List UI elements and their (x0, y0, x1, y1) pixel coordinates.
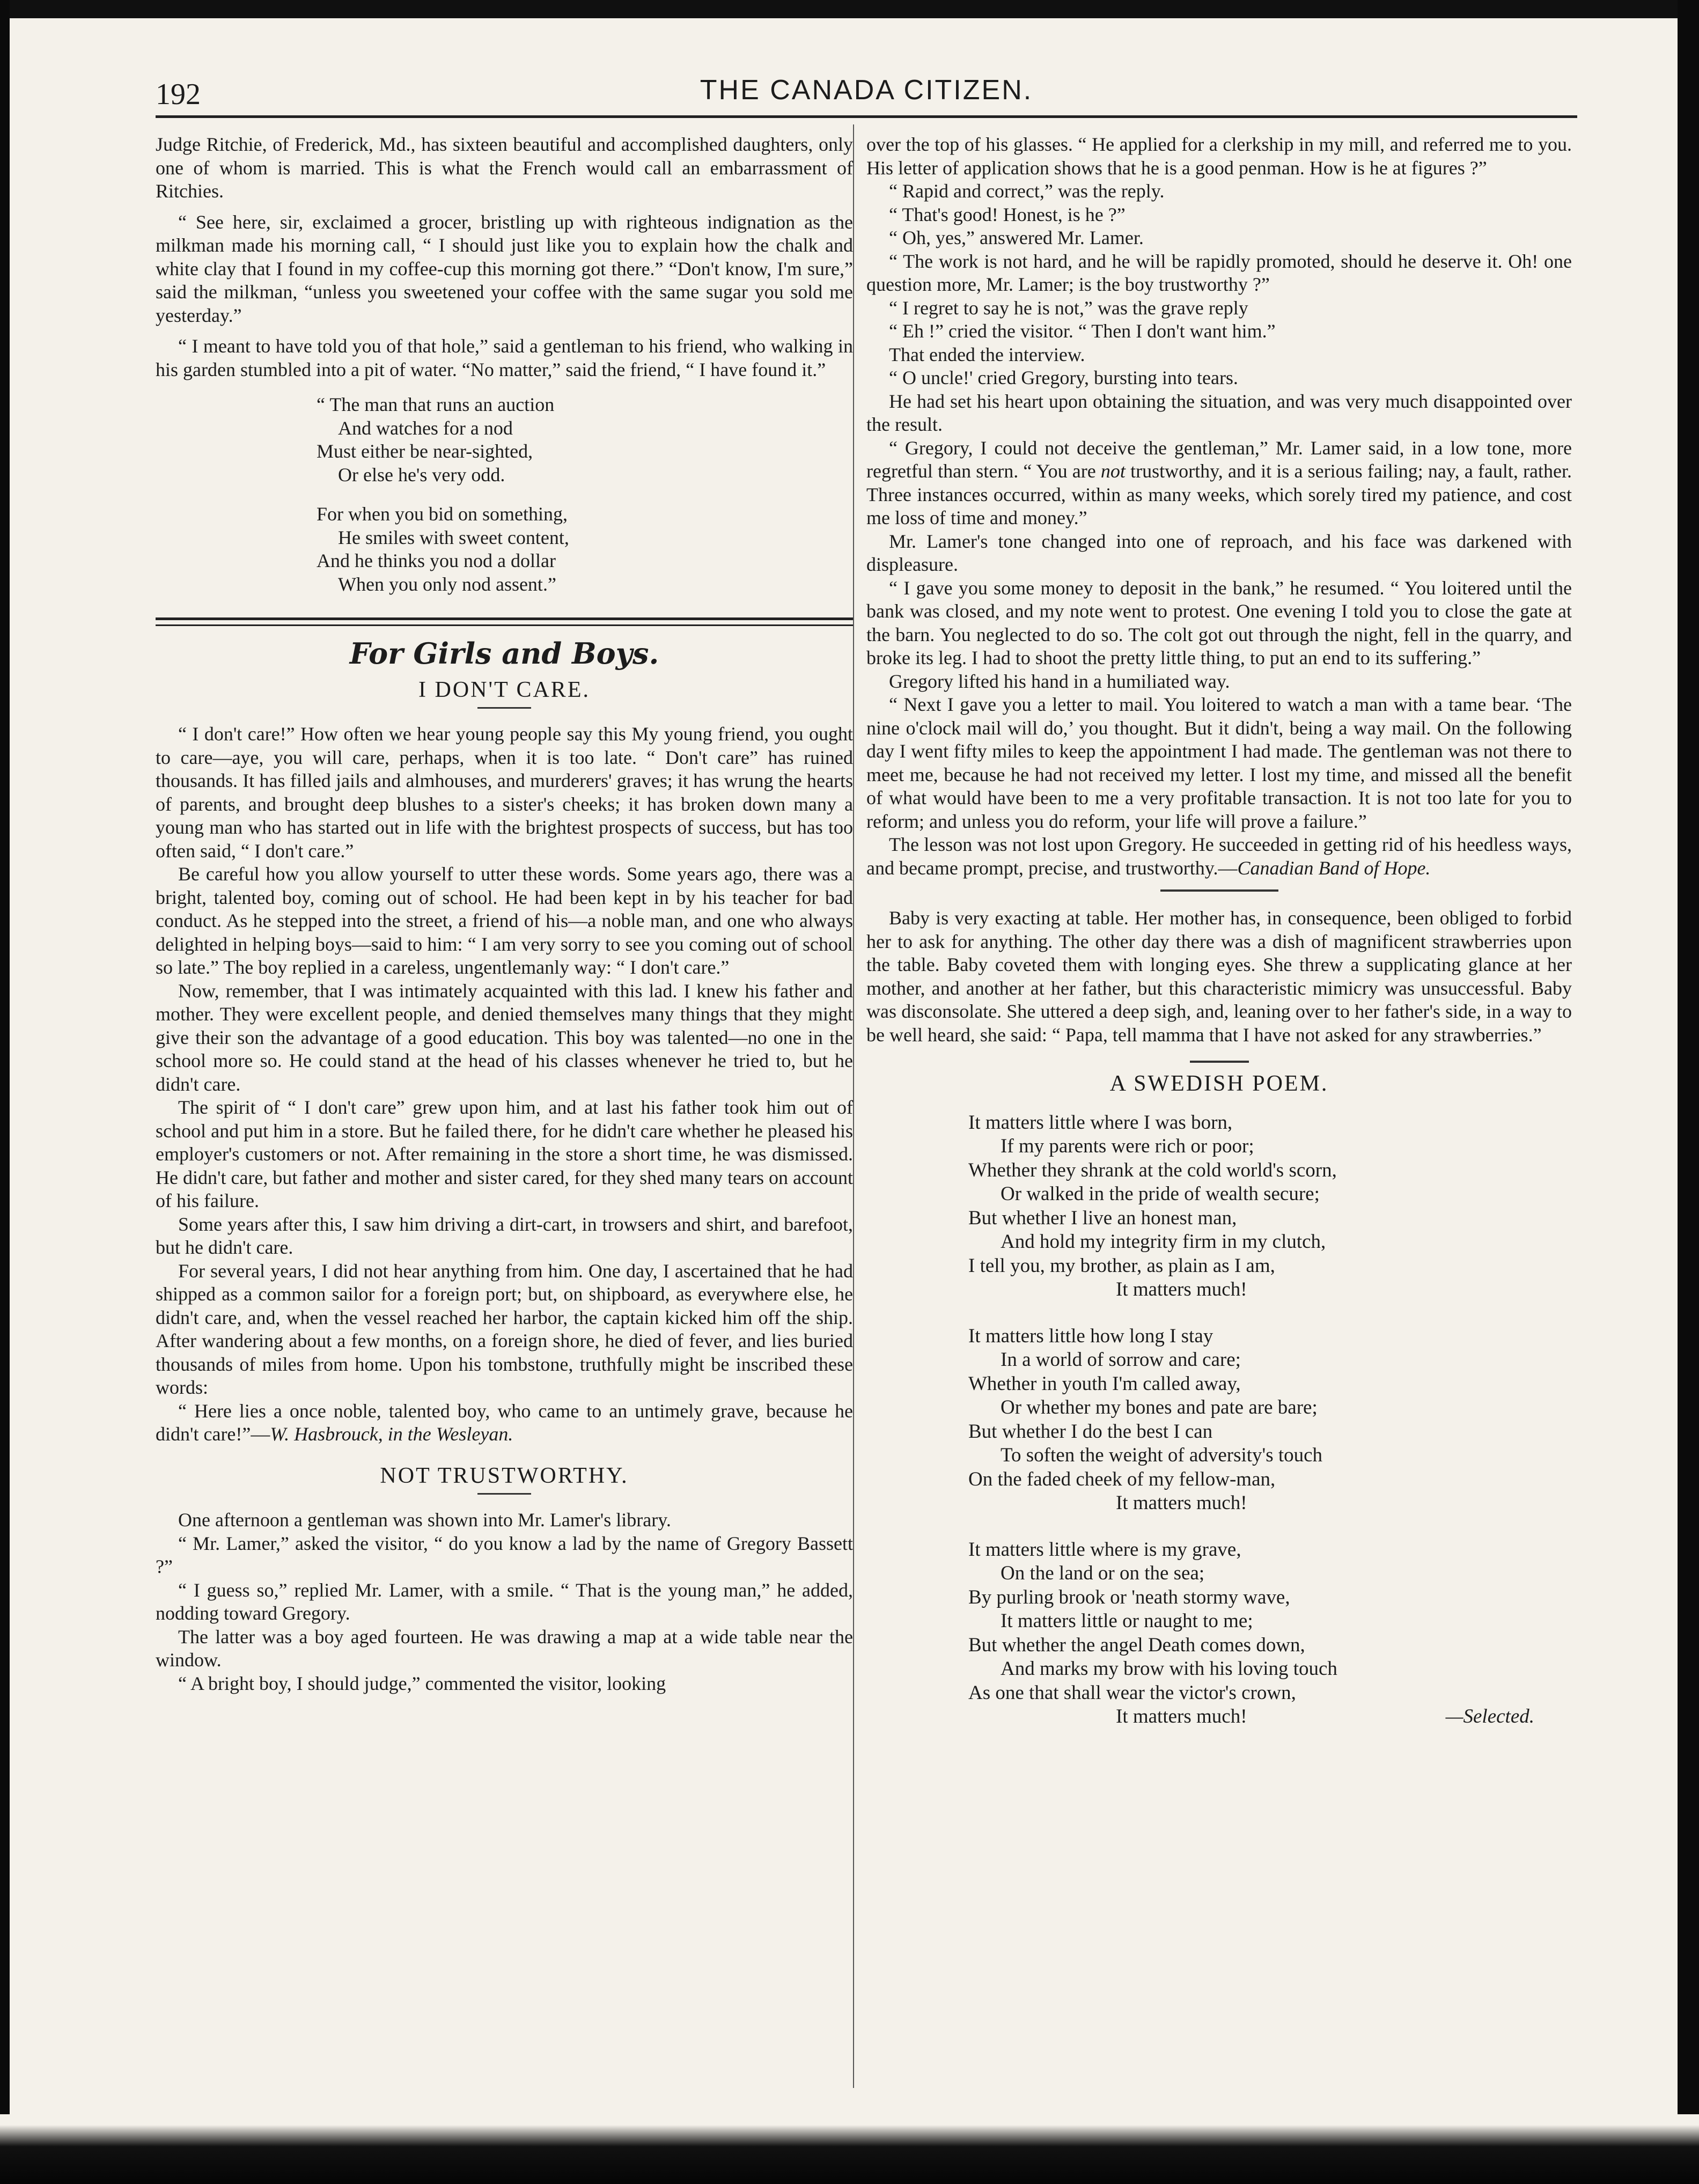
separator-rule (1160, 889, 1278, 892)
poem-refrain-text: It matters much! (1116, 1705, 1247, 1727)
poem-line: On the land or on the sea; (1001, 1562, 1205, 1584)
poem-line: On the faded cheek of my fellow-man, (968, 1468, 1276, 1490)
article-paragraph: The spirit of “ I don't care” grew upon him, and at last his father took him out of school and put him in a store. But he failed there, for he didn't care whether he pleased his employer's customers or not. After remaining in the store a short time, he was dismissed. He didn't care, but father and mother and sister cared, for they shed many tears on account of his failure. (156, 1097, 853, 1211)
verse-line: For when you bid on something, (317, 503, 568, 525)
poem-line: By purling brook or 'neath stormy wave, (968, 1586, 1290, 1608)
verse-line: Must either be near-sighted, (317, 440, 533, 462)
poem-line: It matters little where I was born, (968, 1111, 1233, 1134)
article-paragraph: Be careful how you allow yourself to utter these words. Some years ago, there was a bright, talented boy, coming out of school. He had been kept in by his teacher for bad conduct. As he stepped into the street, a friend of his—a noble man, and one who always delighted in helping boys—said to him: “ I am very sorry to see you coming out of school so late.” The boy replied in a careless, ungentlemanly way: “ I don't care.” (156, 863, 853, 978)
poem-line: I tell you, my brother, as plain as I am, (968, 1254, 1275, 1277)
section-rule (156, 617, 853, 626)
article-title: NOT TRUSTWORTHY. (380, 1463, 629, 1488)
masthead: THE CANADA CITIZEN. (700, 75, 1033, 106)
article-paragraph: “ Rapid and correct,” was the reply. (889, 180, 1165, 202)
poem-line: Or whether my bones and pate are bare; (1001, 1396, 1318, 1418)
article-paragraph: One afternoon a gentleman was shown into Mr. Lamer's library. (178, 1509, 671, 1531)
paragraph-text: trustworthy, and it is a serious failing; nay, a fault, rather. Three instances occurred, within as many weeks, which sorely tired my patience, and cost me loss of time and money.” (866, 460, 1572, 528)
article-paragraph: “ I guess so,” replied Mr. Lamer, with a smile. “ That is the young man,” he added, nodding toward Gregory. (156, 1579, 853, 1624)
poem-line: Whether they shrank at the cold world's scorn, (968, 1159, 1337, 1181)
verse-line: And watches for a nod (338, 417, 513, 439)
poem-line: Or walked in the pride of wealth secure; (1001, 1183, 1320, 1205)
article-paragraph: over the top of his glasses. “ He applied for a clerkship in my mill, and referred me to you. His letter of application shows that he is a good penman. How is he at figures ?” (866, 134, 1572, 179)
emphasis: not (1100, 460, 1126, 482)
poem-title: A SWEDISH POEM. (1109, 1071, 1329, 1096)
article-paragraph (866, 833, 1572, 880)
poem-refrain: It matters much! (1116, 1278, 1247, 1300)
article-paragraph (866, 437, 1572, 530)
poem-line: And marks my brow with his loving touch (1001, 1658, 1337, 1680)
article-paragraph: He had set his heart upon obtaining the situation, and was very much disappointed over the result. (866, 390, 1572, 435)
article-paragraph: “ That's good! Honest, is he ?” (889, 203, 1126, 225)
title-rule (477, 1493, 531, 1495)
attribution: W. Hasbrouck, in the Wesleyan. (270, 1423, 513, 1445)
article-paragraph: “ I don't care!” How often we hear young people say this My young friend, you ought to care—aye, you will care, perhaps, when it is too late. “ Don't care” has ruined thousands. It has filled jails and almhouses, and murderers' graves; it has wrung the hearts of parents, and brought deep blushes to a sister's cheeks; it has broken down many a young man who has started out in life with the brightest prospects of success, but has too often said, “ I don't care.” (156, 723, 853, 862)
poem-line: It matters little or naught to me; (1001, 1610, 1253, 1632)
page-edge-left (0, 0, 10, 2184)
poem-line: As one that shall wear the victor's crown, (968, 1681, 1296, 1704)
poem-refrain (968, 1705, 1572, 1729)
page-header (156, 74, 1577, 112)
poem-line: It matters little where is my grave, (968, 1538, 1241, 1561)
header-rule (156, 115, 1577, 118)
ritchie-paragraph: Judge Ritchie, of Frederick, Md., has sixteen beautiful and accomplished daughters, only one of whom is married. This is what the French would call an embarrassment of Ritchies. (156, 134, 853, 202)
article-paragraph: “ A bright boy, I should judge,” commented the visitor, looking (178, 1672, 666, 1694)
poem-line: But whether I live an honest man, (968, 1207, 1237, 1229)
paragraph-text: The lesson was not lost upon Gregory. He succeeded in getting rid of his heedless ways, and became prompt, precise, and trustworthy.— (866, 834, 1572, 879)
article-paragraph: That ended the interview. (889, 343, 1085, 365)
article-paragraph: “ The work is not hard, and he will be rapidly promoted, should he deserve it. Oh! one question more, Mr. Lamer; is the boy trustworthy ?” (866, 250, 1572, 295)
poem-line: But whether the angel Death comes down, (968, 1634, 1305, 1656)
article-paragraph: For several years, I did not hear anything from him. One day, I ascertained that he had shipped as a common sailor for a foreign port; but, on shipboard, as everywhere else, he didn't care, and, when the vessel reached her harbor, the captain kicked him off the ship. After wandering about a few months, on a foreign shore, he died of fever, and lies buried thousands of miles from home. Upon his tombstone, truthfully might be inscribed these words: (156, 1260, 853, 1398)
verse-line: Or else he's very odd. (338, 464, 505, 486)
poem-line: And hold my integrity firm in my clutch, (1001, 1231, 1326, 1253)
poem-signature: —Selected. (1445, 1705, 1534, 1727)
right-column (866, 133, 1572, 1729)
grocer-paragraph: “ See here, sir, exclaimed a grocer, bristling up with righteous indignation as the milkman made his morning call, “ I should just like you to explain how the chalk and white clay that I found in my coffee-cup this morning got there.” “Don't know, I'm sure,” said the milkman, “unless you sweetened your coffee with the same sugar you sold me yesterday.” (156, 211, 853, 326)
verse-line: “ The man that runs an auction (317, 394, 555, 415)
page-edge-right (1678, 0, 1699, 2184)
verse-line: And he thinks you nod a dollar (317, 550, 556, 571)
poem-line: Whether in youth I'm called away, (968, 1372, 1241, 1395)
article-paragraph: “ I gave you some money to deposit in the bank,” he resumed. “ You loitered until the bank was closed, and my note went to protest. One evening I told you to close the gate at the barn. You neglected to do so. The colt got out through the night, fell in the quarry, and broke its leg. I had to shoot the pretty little thing, to put an end to its suffering.” (866, 577, 1572, 668)
poem-refrain: It matters much! (1116, 1492, 1247, 1514)
page-edge-bottom (0, 2114, 1699, 2184)
swedish-poem (968, 1111, 1572, 1729)
article-paragraph (156, 1400, 853, 1446)
hole-paragraph: “ I meant to have told you of that hole,” said a gentleman to his friend, who walking in his garden stumbled into a pit of water. “No matter,” said the friend, “ I have found it.” (156, 335, 853, 380)
poem-line: But whether I do the best I can (968, 1420, 1213, 1443)
article-paragraph: “ I regret to say he is not,” was the grave reply (889, 297, 1248, 319)
attribution: Canadian Band of Hope. (1237, 857, 1431, 879)
verse-line: When you only nod assent.” (338, 573, 556, 595)
article-paragraph: “ Oh, yes,” answered Mr. Lamer. (889, 227, 1144, 248)
baby-paragraph: Baby is very exacting at table. Her mother has, in consequence, been obliged to forbid her to ask for anything. The other day there was a dish of magnificent strawberries upon the table. Baby coveted them with longing eyes. She threw a supplicating glance at her mother, and another at her father, but this characteristic mimicry was unsuccessful. Baby was disconsolate. She uttered a deep sigh, and, leaning over to her father's side, in a way to be well heard, she said: “ Papa, tell mamma that I have not asked for any strawberries.” (866, 907, 1572, 1046)
page-edge-top (0, 0, 1699, 18)
page-number: 192 (156, 78, 201, 111)
paragraph-text: “ Gregory, I could not deceive the gentleman,” Mr. Lamer said, in a low tone, more regretful than stern. “ You are (866, 437, 1572, 482)
article-paragraph: Mr. Lamer's tone changed into one of reproach, and his face was darkened with displeasure. (866, 530, 1572, 575)
article-paragraph: Gregory lifted his hand in a humiliated way. (889, 670, 1230, 692)
article-paragraph: “ Eh !” cried the visitor. “ Then I don't want him.” (889, 320, 1276, 342)
poem-line: In a world of sorrow and care; (1001, 1349, 1241, 1371)
article-paragraph: The latter was a boy aged fourteen. He was drawing a map at a wide table near the window. (156, 1626, 853, 1671)
article-paragraph: “ Mr. Lamer,” asked the visitor, “ do you know a lad by the name of Gregory Bassett ?” (156, 1532, 853, 1577)
article-paragraph: “ O uncle!' cried Gregory, bursting into tears. (889, 367, 1238, 388)
verse-line: He smiles with sweet content, (338, 526, 569, 548)
left-column (156, 133, 853, 1695)
poem-line: It matters little how long I stay (968, 1325, 1213, 1347)
poem-line: To soften the weight of adversity's touch (1001, 1444, 1323, 1466)
article-paragraph: Now, remember, that I was intimately acquainted with this lad. I knew his father and mother. They were excellent people, and denied themselves many things that they might give their son the advantage of a good education. This boy was talented—no one in the school more so. He could stand at the head of his classes whenever he tried to, but he didn't care. (156, 980, 853, 1095)
title-rule (477, 707, 531, 709)
column-divider (853, 124, 854, 2088)
section-title: For Girls and Boys. (349, 636, 659, 671)
article-paragraph: Some years after this, I saw him driving a dirt-cart, in trowsers and shirt, and barefoot, but he didn't care. (156, 1213, 853, 1258)
auction-verse (317, 393, 853, 596)
article-title: I DON'T CARE. (418, 677, 590, 702)
separator-rule (1190, 1061, 1249, 1063)
epitaph-text: “ Here lies a once noble, talented boy, who came to an untimely grave, because he didn't care!”— (156, 1400, 853, 1445)
poem-line: If my parents were rich or poor; (1001, 1135, 1254, 1157)
article-paragraph: “ Next I gave you a letter to mail. You loitered to watch a man with a tame bear. ‘The nine o'clock mail will do,’ you thought. But it didn't, being a way mail. On the following day I went fifty miles to keep the appointment I had made. The gentleman was not there to meet me, because he had not received my letter. I lost my time, and missed all the benefit of what would have been to me a very profitable transaction. It is not too late for you to reform; and unless you do reform, your life will prove a failure.” (866, 694, 1572, 832)
